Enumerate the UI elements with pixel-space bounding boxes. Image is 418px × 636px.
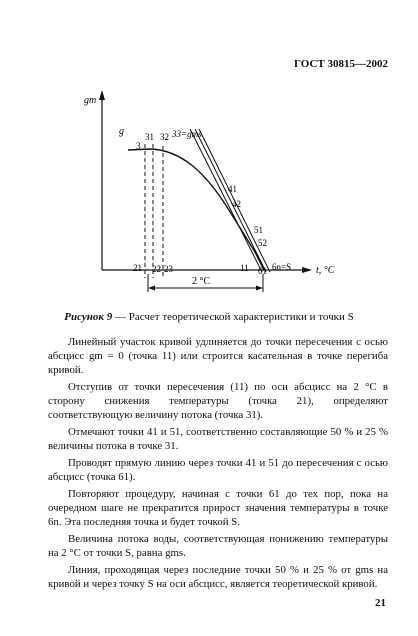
interval-arrow-left [148,286,155,291]
body-text [48,335,388,594]
caption-text: — Расчет теоретической характеристики и точки S [112,311,354,323]
label-21: 21 [133,263,142,273]
tangent-line-1 [190,129,262,272]
label-11: 11 [240,263,249,273]
paragraph: Отступив от точки пересечения (11) по оси абсцисс на 2 °С в сторону снижения температуры (точка 21), определяют соответствующую величину потока (точка 31). [48,381,388,421]
caption-label: Рисунок 9 [64,311,113,323]
label-22: 22 [152,264,161,274]
label-3: 3 [136,141,141,151]
x-axis-label: t, °C [316,265,335,276]
label-31: 31 [145,132,154,142]
label-61: 61 [258,266,267,276]
paragraph: Линейный участок кривой удлиняется до точки пересечения с осью абсцисс gm = 0 (точка 11) или строится касательная в точке перегиба кривой. [48,336,388,376]
y-axis-arrow [99,90,105,100]
label-52: 52 [258,238,267,248]
interval-arrow-right [256,286,263,291]
x-axis-arrow [302,267,312,273]
flow-curve [128,149,264,270]
paragraph: Линия, проходящая через последние точки 50 % и 25 % от gms на кривой и через точку S на оси абсцисс, является теоретической кривой. [48,564,388,590]
label-42: 42 [232,199,241,209]
figure-9-diagram [0,0,418,310]
paragraph: Проводят прямую линию через точки 41 и 51 до пересечения с осью абсцисс (точка 61). [48,457,388,483]
tangent-line-2 [195,129,266,272]
label-32: 32 [160,132,169,142]
curve-label: g [119,126,124,137]
label-33: 33=gms [172,129,202,139]
page-number: 21 [375,597,386,609]
paragraph: Отмечают точки 41 и 51, соответственно составляющие 50 % и 25 % величины потока в точке 31. [48,426,388,452]
label-51: 51 [254,225,263,235]
label-23: 23 [164,264,173,274]
y-axis-label: gm [84,95,97,106]
label-6n: 6n=S [272,262,292,272]
interval-label: 2 °C [192,276,211,287]
standard-header: ГОСТ 30815—2002 [294,58,388,70]
paragraph: Величина потока воды, соответствующая понижению температуры на 2 °С от точки S, равна gms. [48,533,388,559]
label-41: 41 [228,184,237,194]
figure-caption [0,311,418,323]
paragraph: Повторяют процедуру, начиная с точки 61 до тех пор, пока на очередном шаге не прекратится прирост значения температуры в точке 6n. Эта последняя точка и будет точкой S. [48,488,388,528]
